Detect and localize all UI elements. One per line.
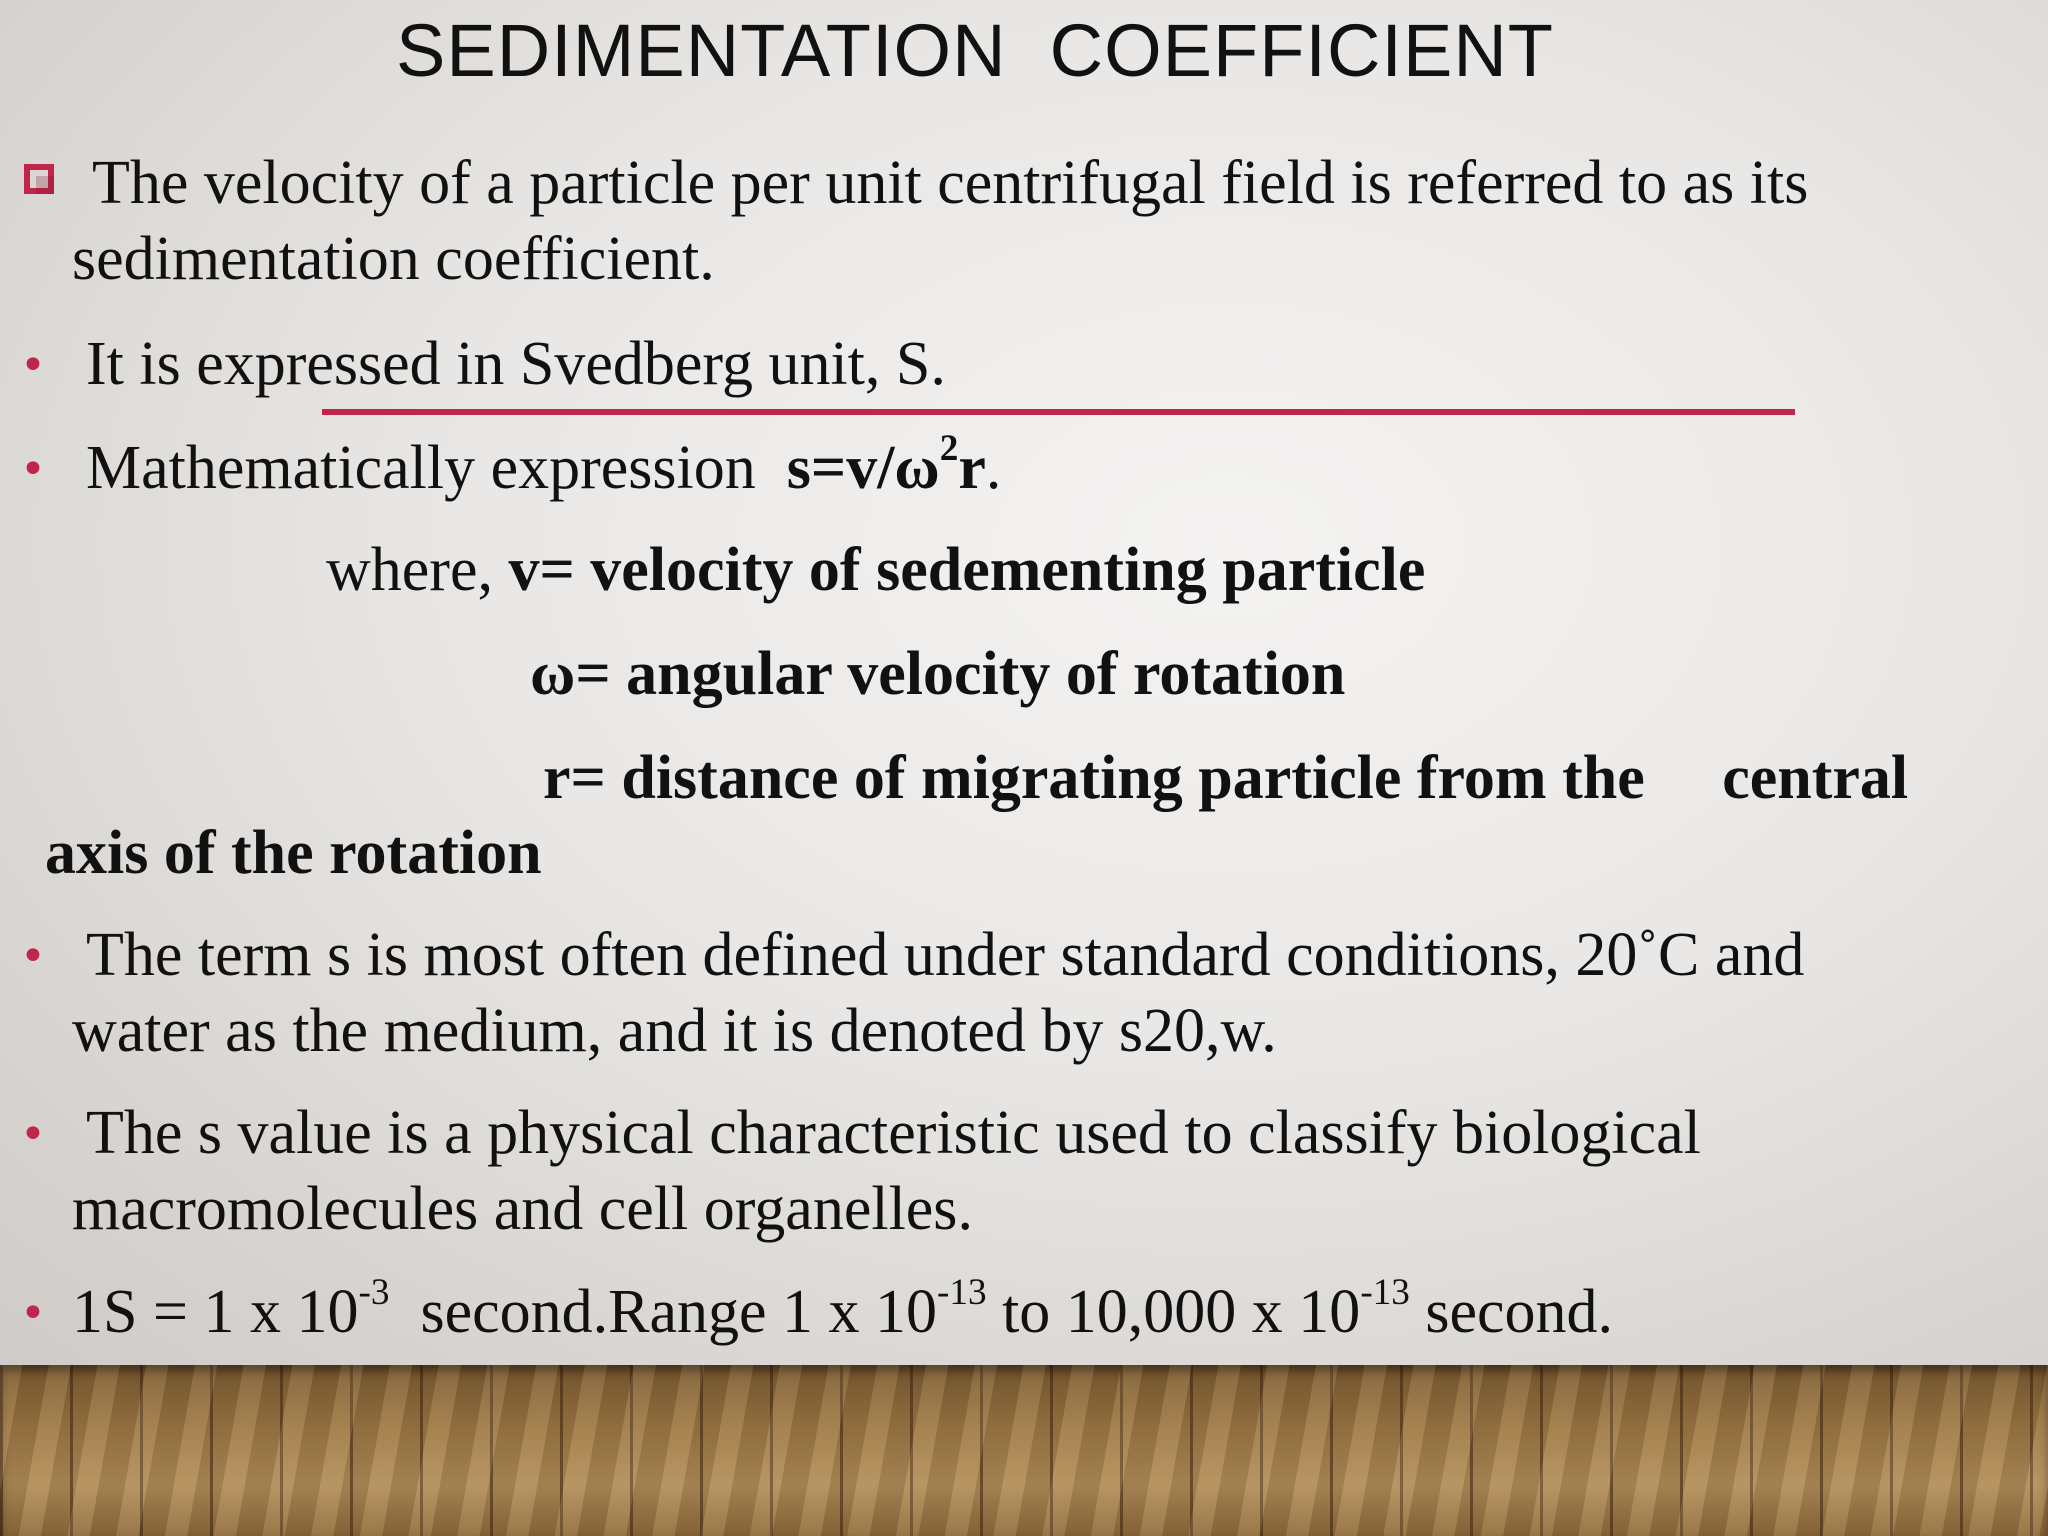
bullet-dot-icon: • (20, 1288, 46, 1339)
formula-part-b: r (958, 434, 986, 502)
range-exponent-b: -13 (937, 1272, 987, 1314)
where-v-line (326, 532, 1425, 608)
bullet-svedberg: It is expressed in Svedberg unit, S. (86, 330, 946, 398)
slide-title: SEDIMENTATION COEFFICIENT (396, 9, 1554, 92)
where-v-definition: v= velocity of sedementing particle (508, 536, 1426, 604)
where-omega-definition: ω= angular velocity of rotation (530, 640, 1346, 708)
where-r-definition-2: axis of the rotation (45, 819, 542, 887)
range-part-b: second.Range 1 x 10 (389, 1278, 937, 1346)
intro-line-2: sedimentation coefficient. (72, 225, 715, 293)
bullet-classify-line-2: macromolecules and cell organelles. (72, 1175, 973, 1243)
bullet-math-expression (86, 430, 1001, 506)
accent-underline (322, 409, 1795, 415)
range-part-d: second. (1409, 1278, 1614, 1346)
bullet-dot-icon: • (20, 931, 46, 982)
bullet-standard-line-1: The term s is most often defined under standard conditions, 20˚C and (86, 921, 1805, 989)
where-omega-line (530, 636, 1345, 712)
range-exponent-c: -13 (1360, 1272, 1410, 1314)
where-r-line-1 (543, 740, 1908, 816)
bullet-range (72, 1274, 1613, 1350)
wood-floor-grain (0, 1365, 2048, 1536)
range-part-a: 1S = 1 x 10 (72, 1278, 359, 1346)
math-prefix: Mathematically expression (86, 434, 787, 502)
formula-part-a: s=v/ω (786, 434, 940, 502)
checkbox-bullet-icon (24, 164, 54, 194)
bullet-classify-line-1: The s value is a physical characteristic used to classify biological (86, 1099, 1701, 1167)
where-r-line-2 (45, 815, 542, 891)
range-exponent-a: -3 (358, 1272, 390, 1314)
where-prefix: where, (326, 536, 509, 604)
bullet-dot-icon: • (20, 340, 46, 391)
intro-line-1: The velocity of a particle per unit centrifugal field is referred to as its (92, 149, 1809, 217)
formula-exponent: 2 (939, 428, 959, 470)
bullet-standard-line-2: water as the medium, and it is denoted by s20,w. (72, 997, 1277, 1065)
where-r-definition-1: r= distance of migrating particle from the central (543, 744, 1909, 812)
bullet-dot-icon: • (20, 1109, 46, 1160)
bullet-dot-icon: • (20, 444, 46, 495)
formula-period: . (985, 434, 1002, 502)
range-part-c: to 10,000 x 10 (986, 1278, 1361, 1346)
